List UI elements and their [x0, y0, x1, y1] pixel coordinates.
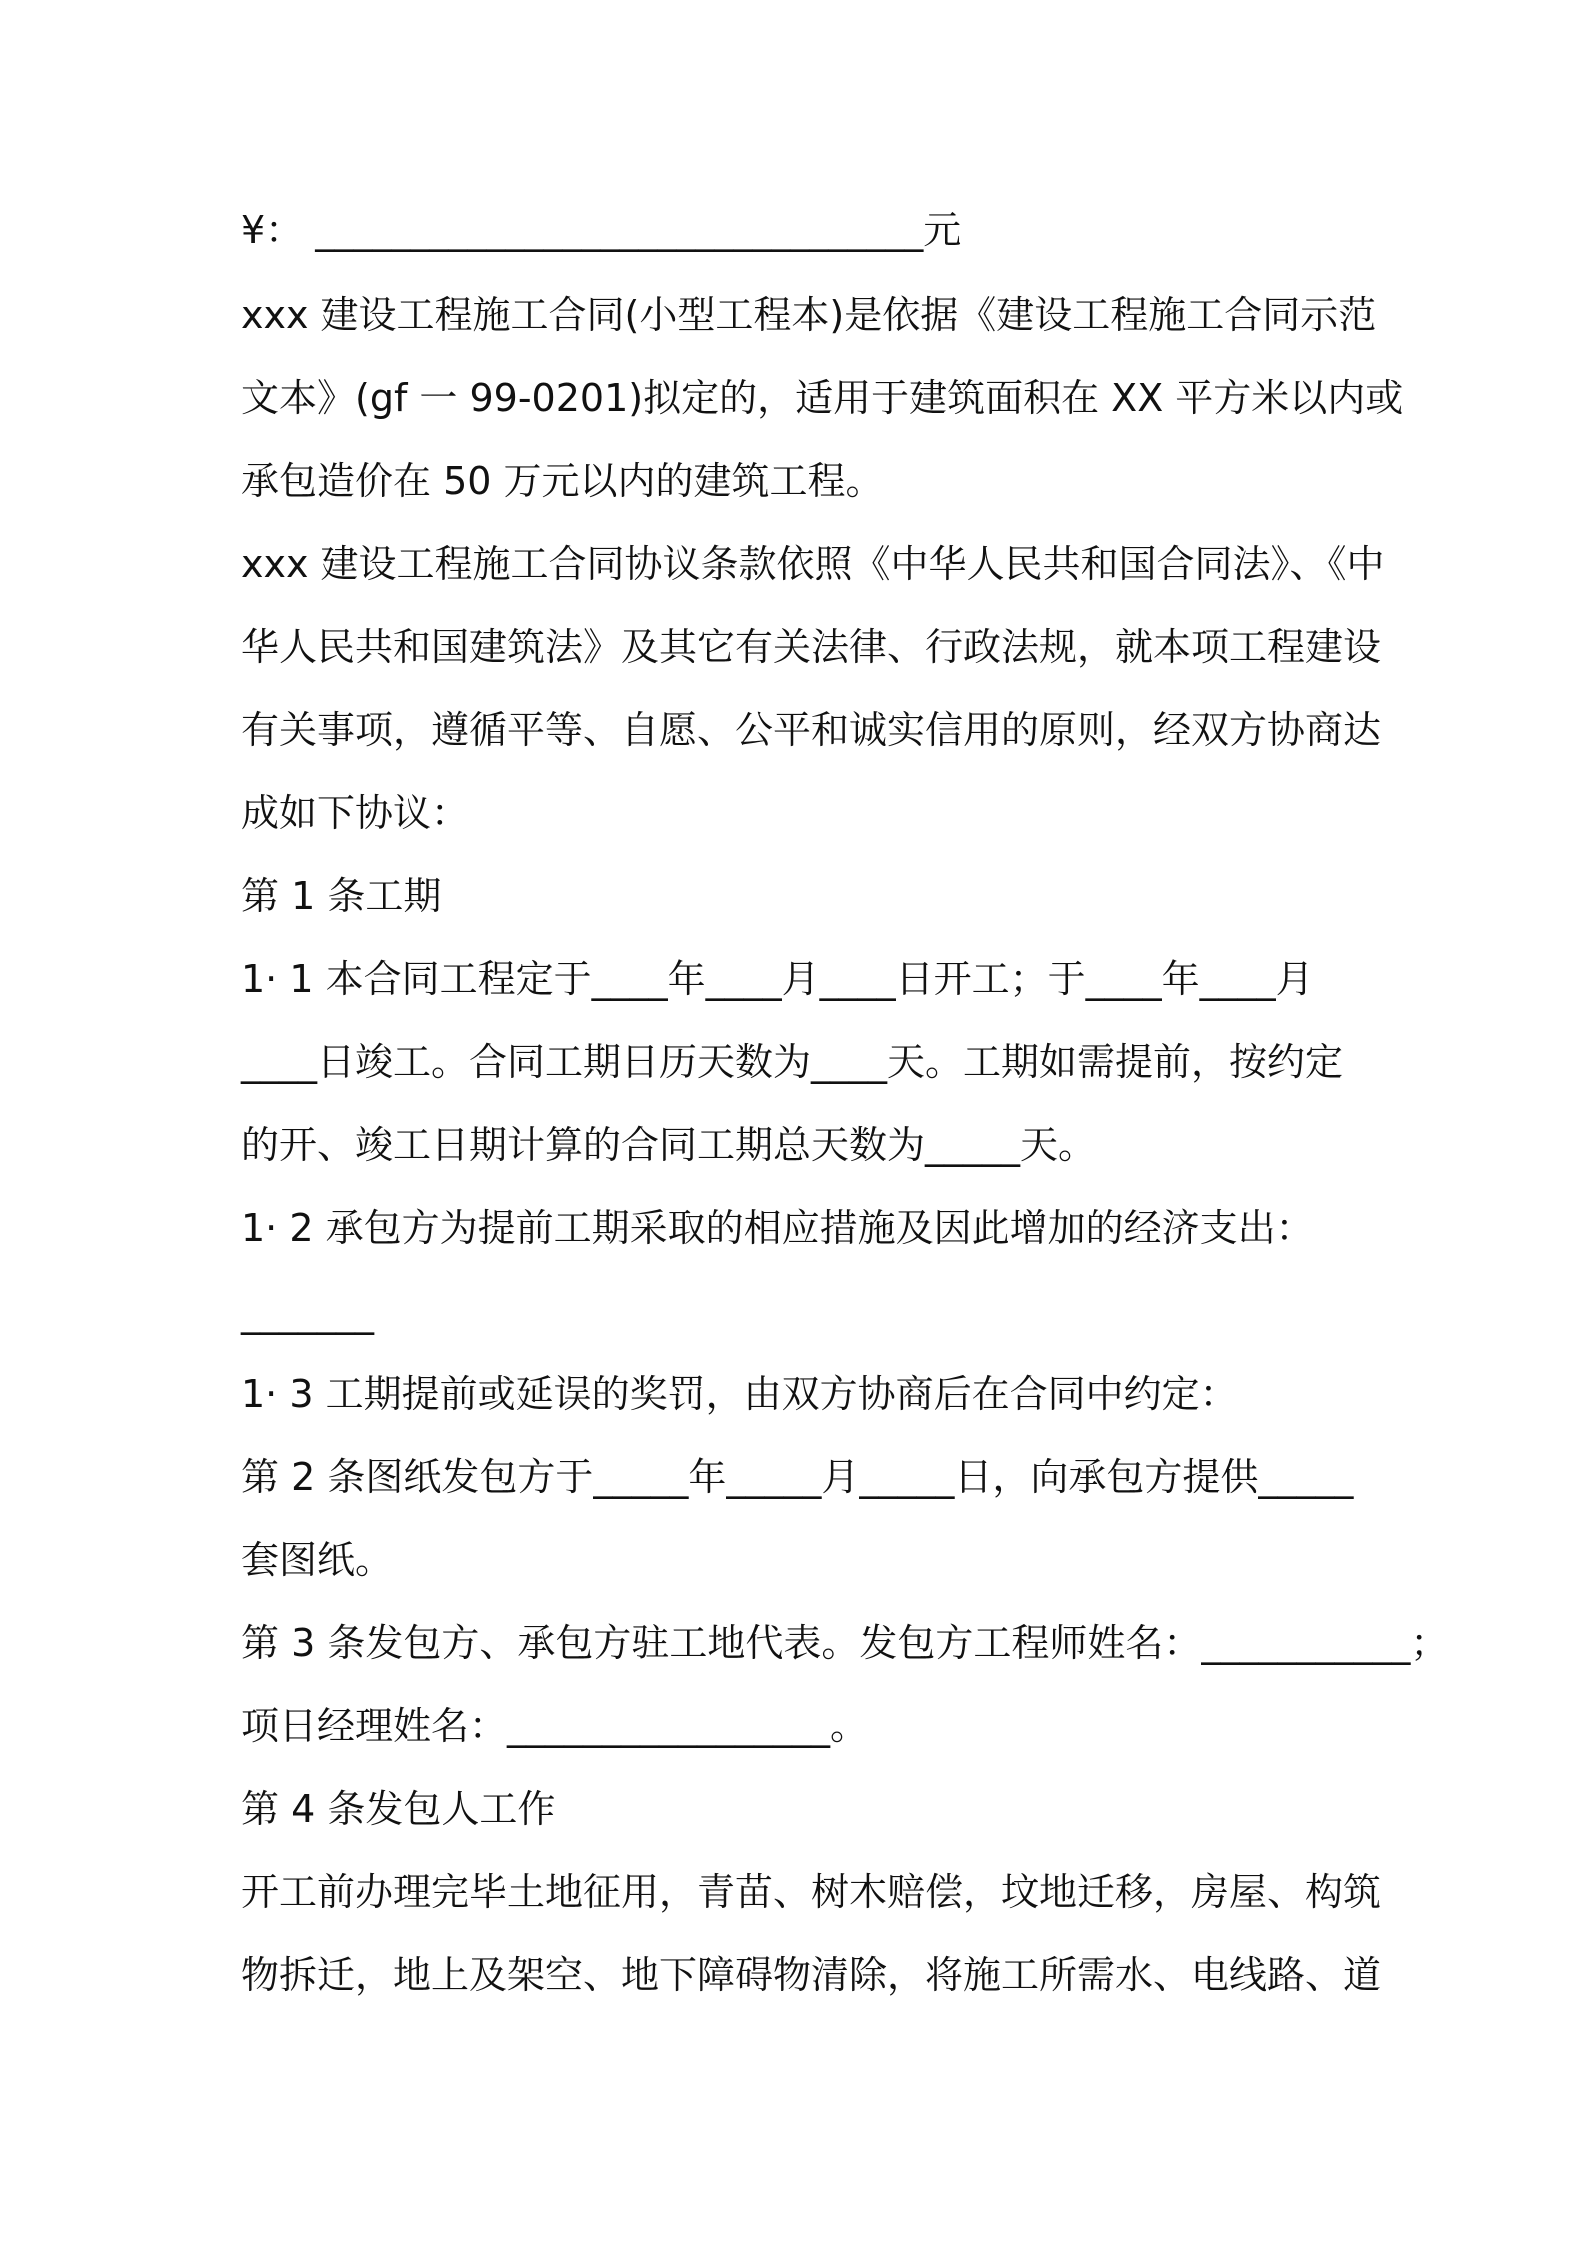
amount-line: ¥： ________________________________元 — [241, 208, 962, 252]
paragraph-line: xxx 建设工程施工合同(小型工程本)是依据《建设工程施工合同示范 — [241, 293, 1377, 337]
section-heading: 第 4 条发包人工作 — [241, 1787, 556, 1831]
clause-line: 1· 3 工期提前或延误的奖罚，由双方协商后在合同中约定： — [241, 1372, 1238, 1416]
section-line: 第 2 条图纸发包方于_____年_____月_____日，向承包方提供_____ — [241, 1455, 1354, 1499]
section-line: 套图纸。 — [241, 1538, 394, 1582]
clause-line: ____日竣工。合同工期日历天数为____天。工期如需提前，按约定 — [241, 1040, 1344, 1084]
paragraph-line: xxx 建设工程施工合同协议条款依照《中华人民共和国合同法》、《中 — [241, 542, 1385, 586]
clause-line: 1· 1 本合同工程定于____年____月____日开工；于____年____月 — [241, 957, 1314, 1001]
paragraph-line: 华人民共和国建筑法》及其它有关法律、行政法规，就本项工程建设 — [241, 625, 1382, 669]
paragraph-line: 文本》(gf 一 99-0201)拟定的，适用于建筑面积在 XX 平方米以内或 — [241, 376, 1404, 420]
clause-line: 1· 2 承包方为提前工期采取的相应措施及因此增加的经济支出： — [241, 1206, 1314, 1250]
section-line: 项日经理姓名：_________________。 — [241, 1704, 869, 1748]
section-heading: 第 1 条工期 — [241, 874, 442, 918]
paragraph-line: 物拆迁，地上及架空、地下障碍物清除，将施工所需水、电线路、道 — [241, 1953, 1382, 1997]
paragraph-line: 开工前办理完毕土地征用，青苗、树木赔偿，坟地迁移，房屋、构筑 — [241, 1870, 1382, 1914]
paragraph-line: 有关事项，遵循平等、自愿、公平和诚实信用的原则，经双方协商达 — [241, 708, 1382, 752]
paragraph-line: 承包造价在 50 万元以内的建筑工程。 — [241, 459, 884, 503]
section-line: 第 3 条发包方、承包方驻工地代表。发包方工程师姓名：___________； — [241, 1621, 1449, 1665]
clause-line: 的开、竣工日期计算的合同工期总天数为_____天。 — [241, 1123, 1097, 1167]
blank-line: _______ — [241, 1291, 374, 1335]
paragraph-line: 成如下协议： — [241, 791, 470, 835]
